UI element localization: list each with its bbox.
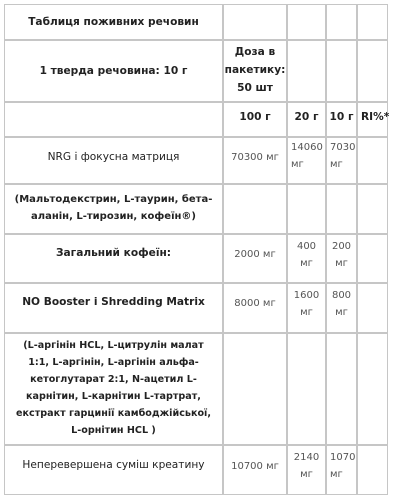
row-name: NO Booster і Shredding Matrix: [22, 296, 205, 308]
packet-dose-cell: [223, 40, 287, 102]
value-10g-unit: мг: [335, 307, 348, 318]
empty-cell: [357, 184, 388, 234]
table-row: [4, 283, 223, 333]
empty-cell: [326, 40, 357, 102]
table-title: Таблиця поживних речовин: [28, 16, 199, 28]
table-row: [4, 184, 223, 234]
empty-cell: [357, 4, 388, 40]
value-cell-100g: [223, 137, 287, 184]
empty-cell: [357, 234, 388, 283]
ingredient-line: (L-аргінін HCL, L-цитрулін малат: [23, 340, 204, 351]
empty-cell: [287, 333, 326, 445]
empty-cell: [326, 184, 357, 234]
row-name: Загальний кофеїн:: [55, 247, 172, 259]
empty-cell: [223, 4, 287, 40]
value-cell-10g: [326, 445, 357, 495]
empty-cell: [287, 184, 326, 234]
empty-cell: [357, 137, 388, 184]
table-row: [4, 137, 223, 184]
ingredient-line: аланін, L-тирозин, кофеїн®): [31, 211, 196, 222]
table-row: [4, 445, 223, 495]
value-10g-unit: мг: [335, 258, 348, 269]
ingredient-line: карнітин, L-карнітин L-тартрат,: [26, 391, 201, 402]
value-20g-unit: мг: [300, 469, 313, 480]
empty-cell: [357, 40, 388, 102]
value-20g-number: 2140: [293, 452, 320, 463]
empty-cell: [4, 102, 223, 137]
empty-cell: [326, 4, 357, 40]
column-header-label: 20 г: [294, 111, 319, 123]
value-cell-100g: [223, 445, 287, 495]
value-100g: 10700 мг: [231, 461, 279, 472]
value-10g-unit: мг: [330, 159, 343, 170]
column-header-20g: [287, 102, 326, 137]
value-cell-20g: [287, 283, 326, 333]
value-cell-10g: [326, 283, 357, 333]
value-20g-unit: мг: [291, 159, 304, 170]
column-header-ri: [357, 102, 388, 137]
empty-cell: [357, 333, 388, 445]
value-10g-number: 200: [331, 241, 352, 252]
empty-cell: [287, 40, 326, 102]
value-20g-unit: мг: [300, 307, 313, 318]
value-10g-number: 1070: [330, 452, 356, 463]
value-20g-unit: мг: [300, 258, 313, 269]
value-20g-number: 14060: [291, 142, 323, 153]
ingredient-line: L-орнітин HCL ): [71, 425, 156, 436]
value-100g: 70300 мг: [231, 152, 279, 163]
table-row: [4, 333, 223, 445]
value-cell-10g: [326, 234, 357, 283]
value-cell-10g: [326, 137, 357, 184]
row-name: Неперевершена суміш креатину: [22, 459, 205, 471]
ingredient-line: 1:1, L-аргінін, L-аргінін альфа-: [28, 357, 199, 368]
value-cell-20g: [287, 234, 326, 283]
packet-dose-line: пакетику:: [224, 64, 286, 76]
table-title-cell: [4, 4, 223, 40]
value-10g-unit: мг: [330, 469, 343, 480]
packet-dose-line: 50 шт: [237, 82, 273, 94]
empty-cell: [357, 283, 388, 333]
value-20g-number: 400: [296, 241, 317, 252]
column-header-label: 100 г: [239, 111, 271, 123]
value-cell-100g: [223, 283, 287, 333]
serving-label: 1 тверда речовина: 10 г: [39, 65, 188, 77]
ingredient-line: (Мальтодекстрин, L-таурин, бета-: [14, 194, 213, 205]
column-header-100g: [223, 102, 287, 137]
column-header-label: RI%*: [361, 111, 390, 123]
column-header-label: 10 г: [329, 111, 354, 123]
empty-cell: [223, 333, 287, 445]
value-cell-100g: [223, 234, 287, 283]
value-10g-number: 7030: [330, 142, 356, 153]
empty-cell: [287, 4, 326, 40]
ingredient-line: екстракт гарцинії камбоджійської,: [16, 408, 211, 419]
row-name: NRG і фокусна матриця: [47, 151, 180, 163]
value-cell-20g: [287, 445, 326, 495]
table-row: [4, 234, 223, 283]
empty-cell: [326, 333, 357, 445]
empty-cell: [357, 445, 388, 495]
value-20g-number: 1600: [293, 290, 320, 301]
column-header-10g: [326, 102, 357, 137]
empty-cell: [223, 184, 287, 234]
value-100g: 2000 мг: [234, 249, 276, 260]
value-cell-20g: [287, 137, 326, 184]
value-100g: 8000 мг: [234, 298, 276, 309]
value-10g-number: 800: [331, 290, 352, 301]
serving-cell: [4, 40, 223, 102]
ingredient-line: кетоглутарат 2:1, N-ацетил L-: [30, 374, 197, 385]
packet-dose-line: Доза в: [234, 46, 276, 58]
